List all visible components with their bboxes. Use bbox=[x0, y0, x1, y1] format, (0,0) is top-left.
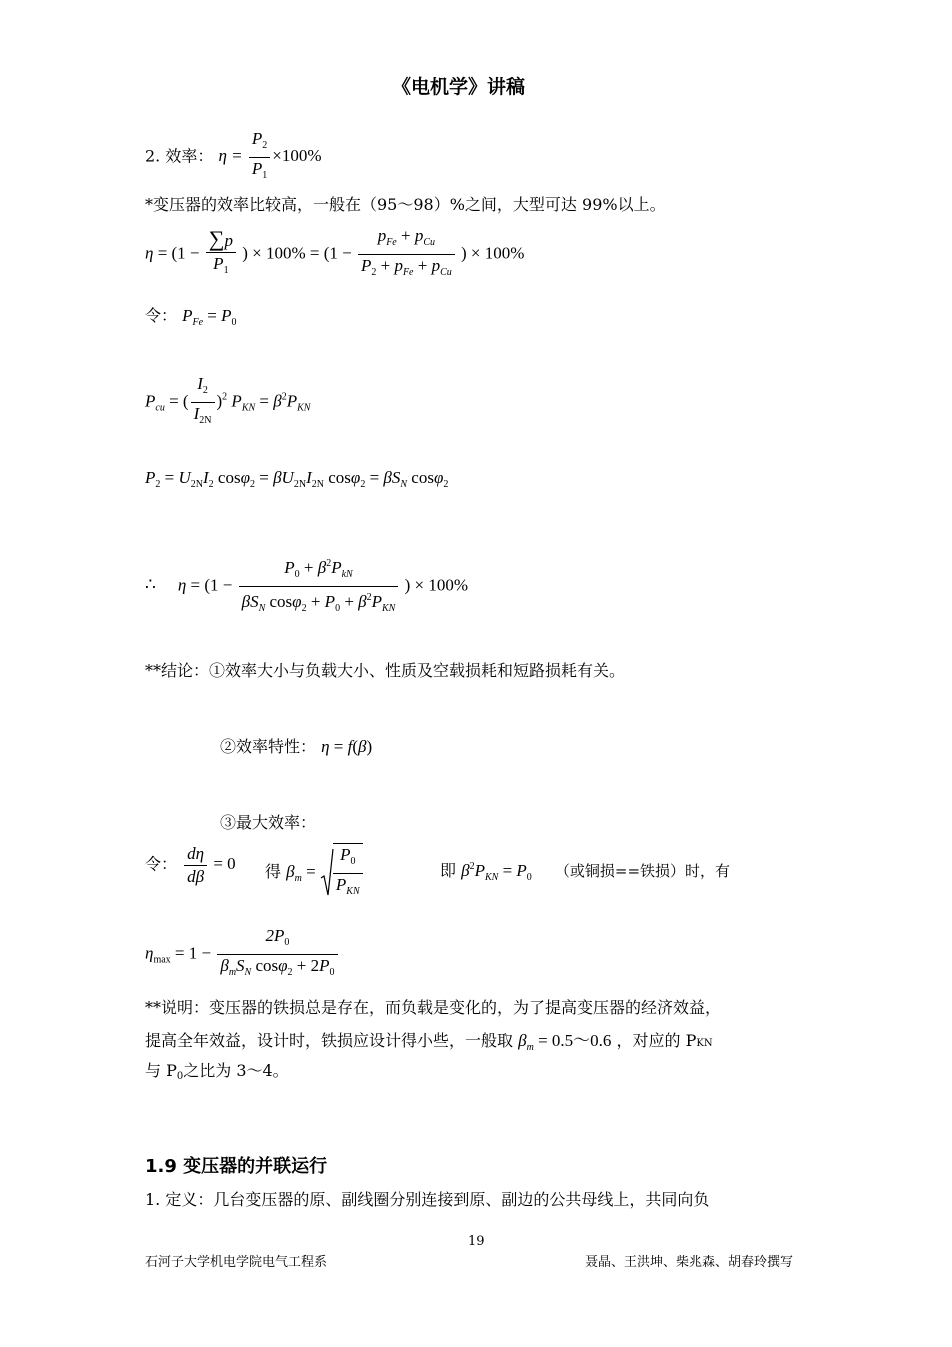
conclusion-point-1 bbox=[145, 658, 625, 681]
copper-loss-formula: $P_{cu}$ = ( $\frac{I_2}{I_{2N}}$ )$^2$ $P_{KN} = \beta^2P_{KN}$ bbox=[145, 374, 311, 426]
output-power-formula: $P_2 = U_{2N}I_2$ $\cos\varphi_2 = \beta U_{2N}I_{2N}$ $\cos\varphi_2 = \beta S_N$ cosφ$_2$ bbox=[145, 468, 449, 490]
max-efficiency-condition: 令： $\frac{d\eta}{d\beta}$ = 0 bbox=[145, 844, 236, 886]
let-label: 令： bbox=[145, 306, 178, 325]
conclusion-text-2: ②效率特性： bbox=[220, 737, 317, 756]
explanation-line-2: 提高全年效益，设计时，铁损应设计得小些，一般取 $\beta_m$ = 0.5～0.6 ，对应的 PKN bbox=[145, 1031, 713, 1053]
explanation-line-3 bbox=[145, 1058, 289, 1082]
efficiency-formula: η = $\frac{P_2}{P_1}$ ×100% bbox=[218, 129, 322, 181]
explanation-sub-0: 0 bbox=[176, 1071, 184, 1082]
page-number: 19 bbox=[468, 1234, 485, 1249]
get-label: 得 bbox=[265, 861, 282, 881]
conclusion-point-2: ②效率特性： η = f(β) bbox=[220, 737, 373, 756]
efficiency-final-formula: ∴ η = (1 − $\frac{P_0 + \beta^2P_{kN}}{\beta S_N \cos\varphi_2 + P_0 + \beta^2P_{KN}}$ ) × 100% bbox=[145, 553, 468, 620]
explanation-sub-kn: KN bbox=[696, 1038, 713, 1049]
footer-left: 石河子大学机电学院电气工程系 bbox=[145, 1255, 328, 1270]
let-label-2: 令： bbox=[145, 854, 178, 874]
explanation-line-1: **说明：变压器的铁损总是存在，而负载是变化的，为了提高变压器的经济效益， bbox=[145, 998, 722, 1017]
efficiency-definition bbox=[145, 128, 322, 187]
namely-label: 即 bbox=[440, 861, 457, 880]
explanation-text-2a: 提高全年效益，设计时，铁损应设计得小些，一般取 bbox=[145, 1031, 514, 1050]
copper-equals-iron-line: 即 $\beta^2P_{KN} = P_0$ （或铜损==铁损）时，有 bbox=[440, 861, 731, 883]
section-heading: 1.9 变压器的并联运行 bbox=[145, 1156, 328, 1177]
conclusion-point-3: ③最大效率： bbox=[220, 813, 317, 832]
conclusion-text-1: ①效率大小与负载大小、性质及空载损耗和短路损耗有关。 bbox=[209, 661, 626, 680]
explanation-text-3a: 与 P bbox=[145, 1061, 177, 1080]
page-title: 《电机学》讲稿 bbox=[392, 76, 526, 98]
sqrt-symbol bbox=[320, 848, 334, 898]
item-label: 2. 效率： bbox=[145, 146, 214, 166]
footer-right: 聂晶、王洪坤、柴兆森、胡春玲撰写 bbox=[585, 1255, 794, 1270]
paren-note: （或铜损==铁损）时，有 bbox=[554, 862, 731, 880]
efficiency-note: *变压器的效率比较高，一般在（95～98）%之间，大型可达 99%以上。 bbox=[145, 195, 666, 214]
explanation-text-3b: 之比为 3～4。 bbox=[183, 1061, 289, 1080]
beta-m-formula: 得 $\beta_m$ = $\frac{P_0}{P_{KN}}$ bbox=[265, 843, 365, 903]
max-efficiency-formula: $\eta_{max} = 1$ − $\frac{2P_0}{\beta_mS_N \cos\varphi_2 + 2P_0}$ bbox=[145, 925, 340, 984]
let-pfe-line: 令： $P_{Fe} = P_0$ bbox=[145, 306, 237, 328]
definition-line: 1. 定义：几台变压器的原、副线圈分别连接到原、副边的公共母线上，共同向负 bbox=[145, 1190, 710, 1209]
efficiency-expanded-formula: η = (1 − $\frac{\sum p}{P_1}$ ) × 100% = (1 − $\frac{p_{Fe} + p_{Cu}}{P_2 + p_{Fe} + p_{Cu}}$ ) × 100% bbox=[145, 225, 525, 278]
explanation-text-2b: ，对应的 P bbox=[616, 1031, 697, 1050]
conclusion-label: **结论： bbox=[145, 661, 210, 680]
